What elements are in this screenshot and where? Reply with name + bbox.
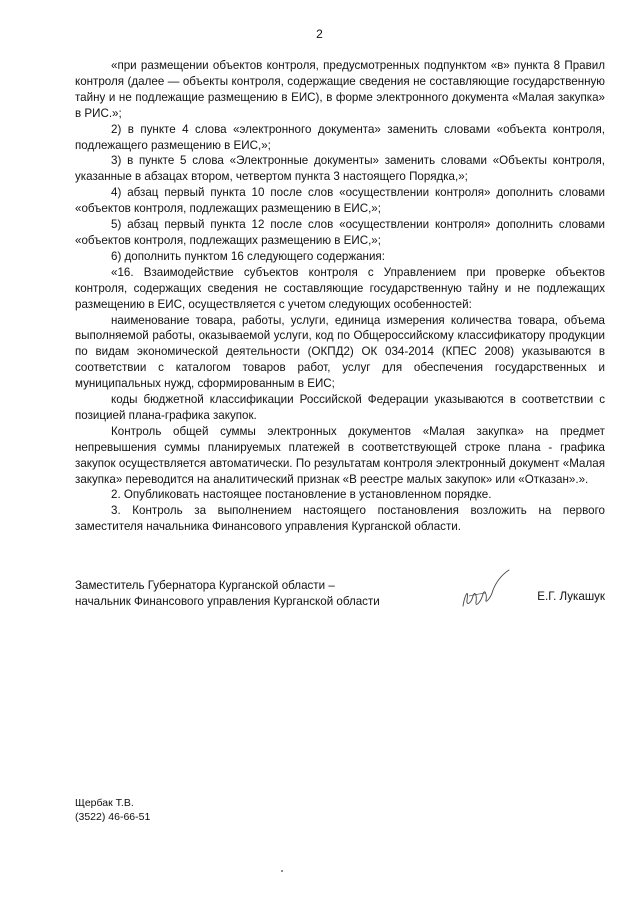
signatory-name: Е.Г. Лукашук <box>537 590 605 603</box>
document-body <box>75 58 605 535</box>
scan-speck <box>281 870 283 872</box>
executor-contact <box>75 797 150 824</box>
paragraph: 2. Опубликовать настоящее постановление в установленном порядке. <box>111 488 492 502</box>
signatory-role <box>75 578 380 610</box>
paragraph: «при размещении объектов контроля, предусмотренных подпунктом «в» пункта 8 Правил контроля (далее — объекты контроля, содержащие сведения не составляющие государственную тайну и не подлежащие размещению в ЕИС), в форме электронного документа «Малая закупка» в РИС.»; <box>75 59 605 120</box>
executor-name: Щербак Т.В. <box>75 797 134 809</box>
paragraph: 4) абзац первый пункта 10 после слов «осуществлении контроля» дополнить словами «объектов контроля, подлежащих размещению в ЕИС,»; <box>75 186 605 216</box>
paragraph: 3. Контроль за выполнением настоящего постановления возложить на первого заместителя начальника Финансового управления Курганской области. <box>75 504 605 534</box>
signatory-role-line: начальник Финансового управления Курганской области <box>75 594 380 608</box>
paragraph: коды бюджетной классификации Российской Федерации указываются в соответствии с позицией плана-графика закупок. <box>75 393 605 422</box>
paragraph: 6) дополнить пунктом 16 следующего содержания: <box>111 249 385 263</box>
handwritten-signature <box>455 566 515 616</box>
signature-block <box>75 578 605 628</box>
executor-phone: (3522) 46-66-51 <box>75 810 151 823</box>
paragraph: 3) в пункте 5 слова «Электронные документы» заменить словами «Объекты контроля, указанные в абзацах втором, четвертом пункта 3 настоящего Порядка,»; <box>75 154 605 184</box>
paragraph: Контроль общей суммы электронных документов «Малая закупка» на предмет непревышения суммы планируемых платежей в соответствующей строке плана - графика закупок осуществляется автоматически. По результатам контроля электронный документ «Малая закупка» переводится на аналитический признак «В реестре малых закупок» или «Отказан».». <box>75 424 605 486</box>
signatory-role-line: Заместитель Губернатора Курганской области – <box>75 579 335 592</box>
paragraph: 2) в пункте 4 слова «электронного документа» заменить словами «объекта контроля, подлежащего размещению в ЕИС,»; <box>75 122 605 152</box>
paragraph: наименование товара, работы, услуги, единица измерения количества товара, объема выполняемой работы, оказываемой услуги, код по Общероссийскому классификатору продукции по видам экономической деятельности (ОКПД2) ОК 034-2014 (КПЕС 2008) указываются в соответствии с каталогом товаров работ, услуг для обеспечения государственных и муниципальных нужд, сформированным в ЕИС; <box>75 313 605 391</box>
page-number: 2 <box>316 27 323 41</box>
paragraph: 5) абзац первый пункта 12 после слов «осуществлении контроля» дополнить словами «объектов контроля, подлежащих размещению в ЕИС,»; <box>75 218 605 247</box>
paragraph: «16. Взаимодействие субъектов контроля с Управлением при проверке объектов контроля, содержащих сведения не составляющие государственную тайну и не подлежащих размещению в ЕИС, осуществляется с учетом следующих особенностей: <box>75 265 605 311</box>
